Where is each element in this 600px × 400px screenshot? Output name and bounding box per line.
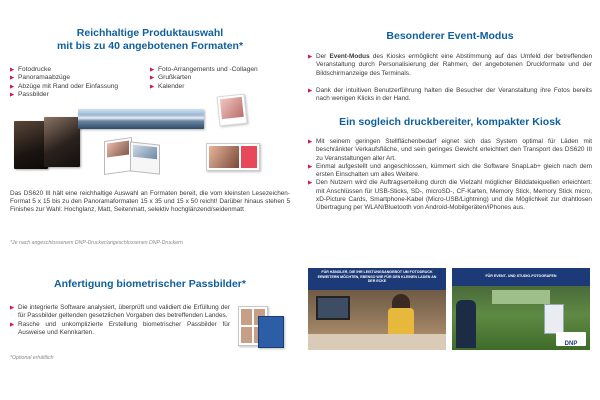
text-segment: des Kiosks ermöglicht eine Abstimmung auf das Umfeld der betreffenden Veranstaltung durch Personalisierung der Rahmen, der angebotenen Druckformate und der Bildschirmanzeige des Terminals. bbox=[316, 53, 593, 77]
event-scene-image bbox=[452, 286, 590, 350]
passbild-note: *Optional erhältlich bbox=[10, 355, 54, 361]
triangle-bullet-icon: ▶ bbox=[10, 321, 15, 328]
formats-list-col2 bbox=[150, 66, 290, 91]
product-heading-line2: mit bis zu 40 angebotenen Formaten* bbox=[56, 40, 244, 52]
list-item-text: Rasche und unkomplizierte Erstellung biometrischer Passbilder für Ausweise und Kennkarten. bbox=[18, 320, 230, 336]
list-item-text: Abzüge mit Rand oder Einfassung bbox=[18, 82, 119, 90]
dnp-logo-text: DNP bbox=[564, 341, 578, 347]
dnp-logo bbox=[556, 332, 586, 346]
list-item-text: Den Nutzern wird die Auftragserteilung durch die Vielzahl möglicher Bilddateiquellen erleichtert: mit Anschlüssen für USB-Sticks, SD-, microSD-, CF-Karten, Memory Stick, Memory Stick micro, xD-Picture Cards, Smartphone-Kabel (Micro-USB/Lightning) und die Möglichkeit zur drahtlosen Übertragung per WLAN/Bluetooth von Android-Mobilgeräten/iPhones aus. bbox=[316, 179, 592, 212]
event-promo-caption: FÜR EVENT- UND STUDIO-FOTOGRAFEN bbox=[485, 274, 557, 278]
passport-photo-image bbox=[238, 306, 286, 350]
triangle-bullet-icon: ▶ bbox=[10, 83, 15, 90]
event-paragraph-1 bbox=[308, 53, 592, 78]
list-item-text: Die integrierte Software analysiert, überprüft und validiert die Erfüllung der für Passbilder geltenden gesetzlichen Vorgaben des betreffenden Landes. bbox=[18, 304, 230, 320]
triangle-bullet-icon: ▶ bbox=[308, 54, 313, 60]
triangle-bullet-icon: ▶ bbox=[10, 92, 15, 99]
list-item-text: Fotodrucke bbox=[18, 66, 51, 73]
triangle-bullet-icon: ▶ bbox=[10, 67, 15, 73]
portrait-print-image bbox=[44, 117, 80, 167]
list-item bbox=[10, 321, 230, 338]
event-paragraph-2-text: Dank der intuitiven Benutzerführung halten die Besucher der Veranstaltung ihre Fotos bereits nach wenigen Klicks in der Hand. bbox=[316, 87, 592, 103]
list-item-text: Grußkarten bbox=[158, 74, 192, 82]
event-heading: Besonderer Event-Modus bbox=[386, 30, 514, 42]
triangle-bullet-icon: ▶ bbox=[10, 305, 15, 311]
passbild-heading: Anfertigung biometrischer Passbilder* bbox=[54, 278, 246, 290]
calendar-print-image bbox=[104, 139, 164, 175]
framed-print-image bbox=[217, 94, 248, 127]
list-item bbox=[308, 163, 592, 180]
panorama-print-image bbox=[78, 109, 204, 129]
list-item bbox=[150, 74, 290, 82]
list-item bbox=[10, 304, 230, 321]
list-item-text: Panoramaabzüge bbox=[18, 74, 71, 82]
formats-description: Das DS620 III hält eine reichhaltige Auswahl an Formaten bereit, die vom kleinsten Lesezeichen-Format 5 x 15 bis zu den Panoramaformaten 15 x 35 und 15 x 50 reicht! Darüber hinaus stehen 5 Finishes zur Wahl: Hochglanz, Matt, Seitenmatt, selektiv hochglänzend/seidenmatt bbox=[10, 190, 290, 214]
retail-promo-image bbox=[308, 268, 446, 350]
event-mode-term: Event-Modus bbox=[329, 53, 370, 60]
shop-scene-image bbox=[308, 290, 446, 350]
list-item bbox=[308, 179, 592, 212]
product-photo-collage bbox=[10, 95, 290, 175]
list-item bbox=[10, 83, 150, 91]
kiosk-bullets bbox=[308, 138, 592, 213]
list-item bbox=[10, 66, 150, 74]
portrait-print-image bbox=[14, 121, 48, 169]
list-item bbox=[10, 74, 150, 82]
list-item-text: Passbilder bbox=[18, 91, 49, 99]
triangle-bullet-icon: ▶ bbox=[308, 88, 313, 94]
event-promo-image bbox=[452, 268, 590, 350]
list-item-text: Mit seinem geringen Stellflächenbedarf eignet sich das System optimal für Läden mit beschränkter Verkaufsfläche, und sein geringes Gewicht erleichtert den Transport des DS620 III zu Veranstaltungen aller Art. bbox=[316, 138, 592, 162]
printer-footnote: *Je nach angeschlossenem DNP-Drucker/angeschlossenen DNP-Druckern bbox=[10, 240, 183, 246]
triangle-bullet-icon: ▶ bbox=[308, 180, 313, 187]
list-item bbox=[308, 138, 592, 163]
list-item-text: Foto-Arrangements und -Collagen bbox=[158, 66, 258, 73]
triangle-bullet-icon: ▶ bbox=[308, 163, 313, 170]
product-heading-line1: Reichhaltige Produktauswahl bbox=[76, 27, 224, 39]
kiosk-heading: Ein sogleich druckbereiter, kompakter Kiosk bbox=[339, 116, 561, 128]
triangle-bullet-icon: ▶ bbox=[10, 75, 15, 82]
list-item bbox=[150, 66, 290, 74]
list-item-text: Einmal aufgestellt und angeschlossen, kümmert sich die Software SnapLab+ gleich nach dem ersten Einschalten um alles Weitere. bbox=[316, 162, 592, 179]
list-item-text: Kalender bbox=[158, 82, 185, 90]
text-segment: Der bbox=[316, 53, 330, 60]
product-heading bbox=[10, 27, 290, 53]
triangle-bullet-icon: ▶ bbox=[150, 67, 155, 73]
triangle-bullet-icon: ▶ bbox=[308, 139, 313, 145]
event-paragraph-1-text bbox=[316, 53, 592, 78]
retail-promo-caption: FÜR HÄNDLER, DIE IHR LEISTUNGSANGEBOT UM FOTODRUCK ERWEITERN MÖCHTEN, EBENSO WIE FÜR DEN KLEINEN LADEN AN DER ECKE bbox=[317, 270, 437, 284]
event-paragraph-2 bbox=[308, 87, 592, 104]
passbild-bullets bbox=[10, 304, 230, 337]
list-item bbox=[150, 83, 290, 91]
triangle-bullet-icon: ▶ bbox=[150, 83, 155, 90]
triangle-bullet-icon: ▶ bbox=[150, 75, 155, 82]
greeting-card-image bbox=[206, 143, 260, 171]
